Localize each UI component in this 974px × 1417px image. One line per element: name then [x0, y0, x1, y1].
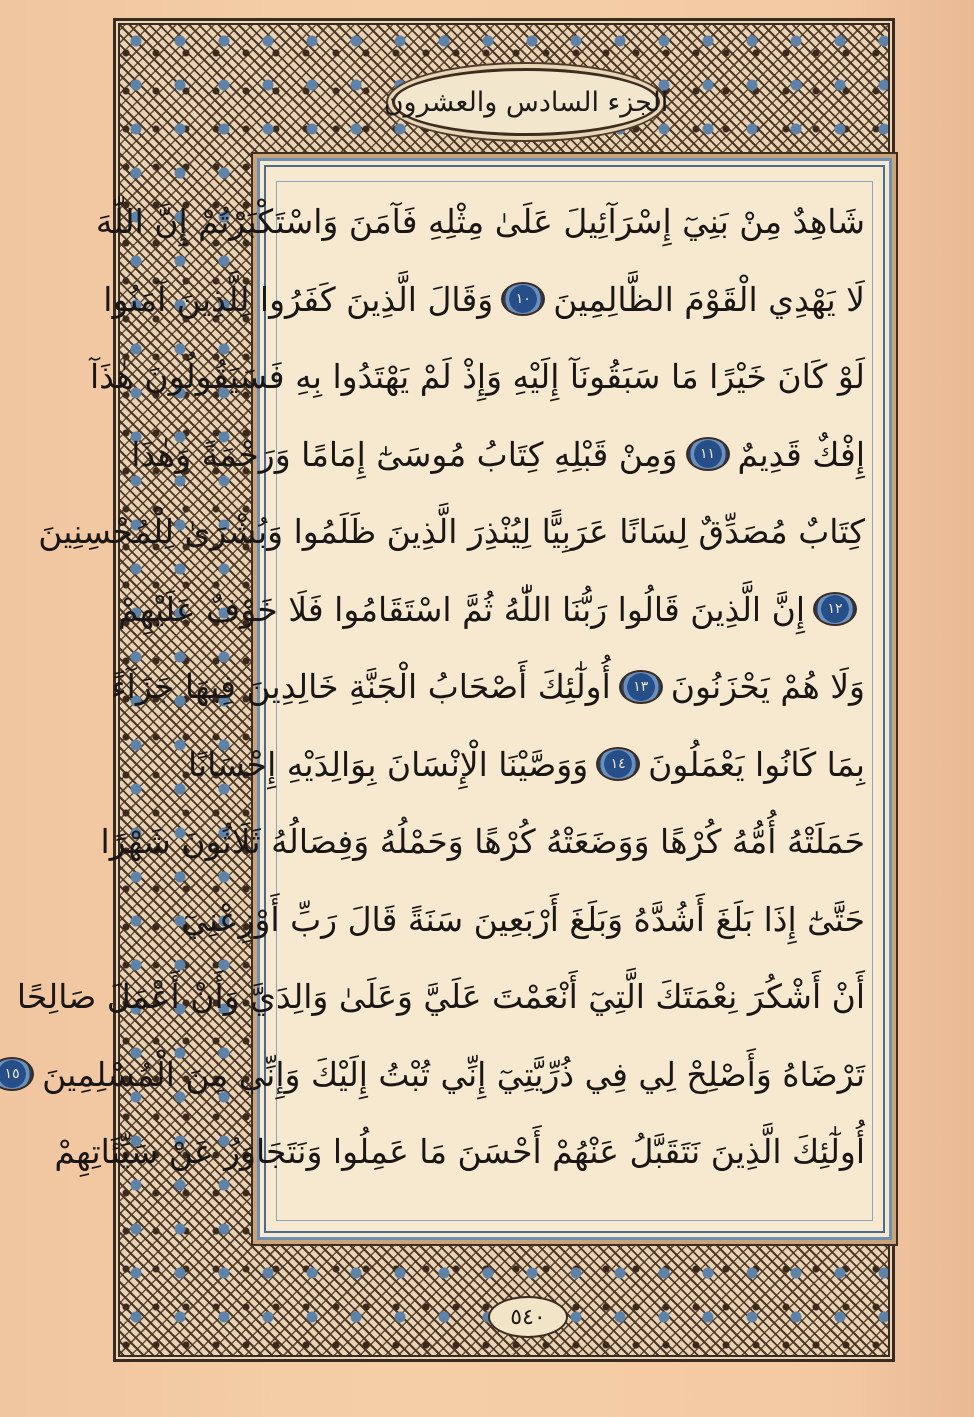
text-line — [103, 261, 865, 339]
verse-text: تَرْضَاهُ وَأَصْلِحْ لِي فِي ذُرِّيَّتِيٓ إِنِّي تُبْتُ إِلَيْكَ وَإِنِّي مِنَ الْمُسْلِمِينَ — [42, 1054, 865, 1094]
ayah-marker: ١٥ — [0, 1057, 34, 1091]
ayah-marker: ١١ — [686, 437, 730, 471]
verse-text: حَتَّىٰٓ إِذَا بَلَغَ أَشُدَّهُ وَبَلَغَ أَرْبَعِينَ سَنَةً قَالَ رَبِّ أَوْزِعْنِيٓ — [181, 899, 865, 939]
text-line — [181, 881, 865, 959]
verse-text: إِفْكٌ قَدِيمٌ — [737, 434, 865, 474]
verse-text: إِنَّ الَّذِينَ قَالُوا رَبُّنَا اللّٰهُ ثُمَّ اسْتَقَامُوا فَلَا خَوْفٌ عَلَيْهِمْ — [117, 589, 805, 629]
verse-text: وَمِنْ قَبْلِهِ كِتَابُ مُوسَىٰٓ إِمَامًا وَرَحْمَةً وَهٰذَا — [131, 434, 678, 474]
header-cartouche — [383, 68, 669, 136]
verse-text: أُولٰٓئِكَ أَصْحَابُ الْجَنَّةِ خَالِدِينَ فِيهَا جَزَآءً — [111, 667, 611, 707]
verse-text: أَنْ أَشْكُرَ نِعْمَتَكَ الَّتِيٓ أَنْعَمْتَ عَلَيَّ وَعَلَىٰ وَالِدَيَّ وَأَنْ أَعْمَلَ صَالِحًا — [16, 977, 865, 1017]
verse-text: وَوَصَّيْنَا الْإِنْسَانَ بِوَالِدَيْهِ إِحْسَانًا — [187, 744, 589, 784]
text-line — [54, 1113, 865, 1191]
text-line — [100, 803, 865, 881]
text-line — [4, 1036, 865, 1114]
juz-title: الجزء السادس والعشرون — [383, 86, 669, 118]
verse-text: وَلَا هُمْ يَحْزَنُونَ — [670, 667, 865, 707]
text-line — [187, 726, 865, 804]
verse-text: شَاهِدٌ مِنْ بَنِيٓ إِسْرَآئِيلَ عَلَىٰ مِثْلِهِ فَآمَنَ وَاسْتَكْبَرْتُمْ إِنَّ اللّٰهَ — [95, 202, 865, 242]
verse-text: وَقَالَ الَّذِينَ كَفَرُوا لِلَّذِينَ آمَنُوا — [103, 279, 494, 319]
ayah-marker: ١٠ — [501, 282, 545, 316]
verse-text: أُولٰٓئِكَ الَّذِينَ نَتَقَبَّلُ عَنْهُمْ أَحْسَنَ مَا عَمِلُوا وَنَتَجَاوَزُ عَنْ سَيِّئَاتِهِمْ — [54, 1132, 865, 1172]
text-line — [131, 416, 865, 494]
text-lines — [4, 183, 865, 1191]
text-line — [38, 493, 865, 571]
ayah-marker: ١٤ — [596, 747, 640, 781]
verse-text: حَمَلَتْهُ أُمُّهُ كُرْهًا وَوَضَعَتْهُ كُرْهًا وَحَمْلُهُ وَفِصَالُهُ ثَلَاثُونَ شَهْرًا — [100, 822, 865, 862]
text-panel — [4, 158, 892, 1240]
verse-text: لَا يَهْدِي الْقَوْمَ الظَّالِمِينَ — [553, 279, 865, 319]
page-number: ٥٤٠ — [510, 1304, 546, 1330]
ayah-marker: ١٢ — [813, 592, 857, 626]
ayah-marker: ١٣ — [619, 670, 663, 704]
verse-text: بِمَا كَانُوا يَعْمَلُونَ — [648, 744, 865, 784]
verse-text: لَوْ كَانَ خَيْرًا مَا سَبَقُونَآ إِلَيْهِ وَإِذْ لَمْ يَهْتَدُوا بِهِ فَسَيَقُولُونَ هٰذَآ — [89, 357, 865, 397]
footer-cartouche — [488, 1296, 568, 1338]
text-line — [89, 338, 865, 416]
text-line — [117, 571, 865, 649]
text-line — [111, 648, 865, 726]
text-line — [95, 183, 865, 261]
verse-text: كِتَابٌ مُصَدِّقٌ لِسَانًا عَرَبِيًّا لِيُنْذِرَ الَّذِينَ ظَلَمُوا وَبُشْرَىٰ لِلْمُحْسِنِينَ — [38, 512, 865, 552]
text-line — [16, 958, 865, 1036]
